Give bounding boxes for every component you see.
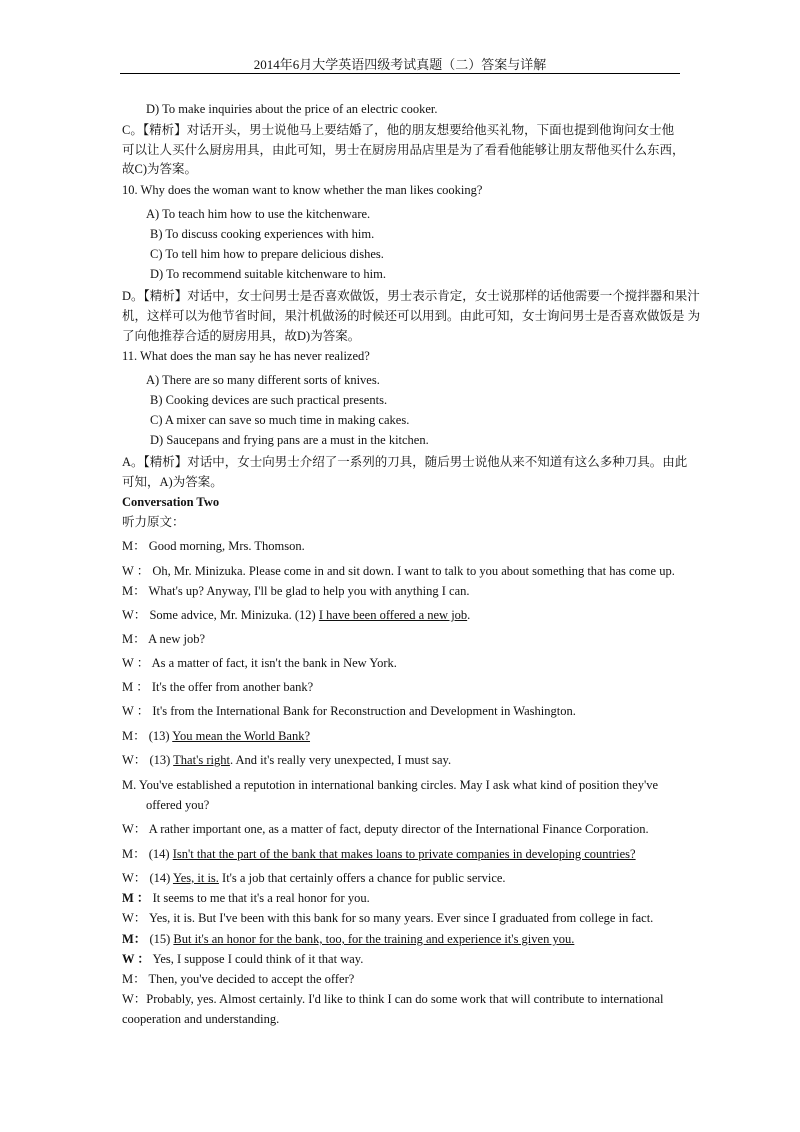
source-label: 听力原文： (122, 515, 185, 529)
dialogue-line (122, 679, 313, 695)
dialogue-line (122, 821, 649, 837)
prev-analysis-line-3: 故C)为答案。 (122, 162, 198, 176)
speaker-label: M： (122, 539, 146, 553)
speaker-label: M： (122, 972, 146, 986)
dialogue-line (122, 563, 675, 579)
dialogue-text: A rather important one, as a matter of fact, deputy director of the International Finance Corporation. (148, 822, 649, 836)
speaker-label: M： (122, 729, 146, 743)
dialogue-line (122, 703, 576, 719)
speaker-label: M ： (122, 680, 149, 694)
dialogue-text: (13) (148, 729, 173, 743)
speaker-label: W： (122, 871, 147, 885)
dialogue-text: (15) (149, 932, 174, 946)
q11-analysis-line-2: 可知，A)为答案。 (122, 475, 223, 489)
speaker-label: M： (122, 932, 147, 946)
m-long-line-2: offered you? (146, 798, 210, 812)
q10-analysis-line-1: D。【精析】对话中，女士问男士是否喜欢做饭，男士表示肯定，女士说那样的话他需要一个搅拌器和果汁 (122, 289, 700, 303)
header-rule (120, 73, 680, 74)
dialogue-line (122, 631, 205, 647)
dialogue-text: (13) (149, 753, 174, 767)
dialogue-text: It's from the International Bank for Reconstruction and Development in Washington. (152, 704, 576, 718)
dialogue-line (122, 910, 653, 926)
dialogue-line (122, 607, 470, 623)
speaker-label: W： (122, 608, 147, 622)
dialogue-line (122, 951, 363, 967)
dialogue-line (122, 971, 354, 987)
dialogue-text-after: It's a job that certainly offers a chance for public service. (218, 871, 506, 885)
q10-analysis-line-2: 机，这样可以为他节省时间，果汁机做汤的时候还可以用到。由此可知，女士询问男士是否喜欢做饭是 为 (122, 309, 701, 323)
dialogue-text: It's the offer from another bank? (151, 680, 314, 694)
answer-underline-text: You mean the World Bank? (172, 729, 311, 743)
dialogue-line (122, 538, 305, 554)
dialogue-text: A new job? (148, 632, 205, 646)
dialogue-text: As a matter of fact, it isn't the bank in New York. (151, 656, 397, 670)
q11-question: 11. What does the man say he has never realized? (122, 349, 370, 363)
dialogue-text: What's up? Anyway, I'll be glad to help you with anything I can. (148, 584, 470, 598)
dialogue-line (122, 655, 397, 671)
prev-option-d: D) To make inquiries about the price of an electric cooker. (146, 102, 438, 116)
dialogue-line (122, 583, 470, 599)
dialogue-line (122, 752, 451, 768)
w-last-line-2: cooperation and understanding. (122, 1012, 280, 1026)
speaker-label: W ： (122, 952, 150, 966)
m-long-line-1: M. You've established a reputotion in international banking circles. May I ask what kind of position they've (122, 778, 659, 792)
q10-option-d: D) To recommend suitable kitchenware to him. (150, 267, 386, 281)
answer-underline-text: But it's an honor for the bank, too, for the training and experience it's given you. (173, 932, 575, 946)
dialogue-text-after: . And it's really very unexpected, I must say. (229, 753, 452, 767)
dialogue-text-after: . (467, 608, 471, 622)
conversation-title: Conversation Two (122, 495, 220, 509)
answer-underline-text: That's right (173, 753, 230, 767)
q11-option-a: A) There are so many different sorts of knives. (146, 373, 380, 387)
answer-underline-text: Isn't that the part of the bank that makes loans to private companies in developing countries? (172, 847, 636, 861)
q10-analysis-line-3: 了向他推荐合适的厨房用具，故D)为答案。 (122, 329, 361, 343)
dialogue-text: Then, you've decided to accept the offer? (148, 972, 355, 986)
page-header: 2014年6月大学英语四级考试真题（二）答案与详解 (253, 57, 547, 72)
speaker-label: W ： (122, 564, 150, 578)
speaker-label: W ： (122, 704, 150, 718)
speaker-label: M： (122, 584, 146, 598)
q11-option-c: C) A mixer can save so much time in making cakes. (150, 413, 410, 427)
dialogue-line (122, 931, 574, 947)
dialogue-line (122, 890, 370, 906)
prev-analysis-line-1: C。【精析】对话开头，男士说他马上要结婚了，他的朋友想要给他买礼物，下面也提到他询问女士他 (122, 123, 675, 137)
q10-option-b: B) To discuss cooking experiences with him. (150, 227, 375, 241)
prev-analysis-line-2: 可以让人买什么厨房用具，由此可知，男士在厨房用品店里是为了看看他能够让朋友帮他买什么东西， (122, 143, 685, 157)
q11-option-b: B) Cooking devices are such practical presents. (150, 393, 388, 407)
dialogue-text: Oh, Mr. Minizuka. Please come in and sit down. I want to talk to you about something that has come up. (152, 564, 675, 578)
dialogue-text: Yes, I suppose I could think of it that way. (152, 952, 364, 966)
q11-option-d: D) Saucepans and frying pans are a must in the kitchen. (150, 433, 429, 447)
speaker-label: W： (122, 911, 147, 925)
q11-analysis-line-1: A。【精析】对话中，女士向男士介绍了一系列的刀具，随后男士说他从来不知道有这么多种刀具。由此 (122, 455, 688, 469)
dialogue-line (122, 870, 506, 886)
answer-underline-text: Yes, it is. (172, 871, 219, 885)
speaker-label: M ： (122, 891, 150, 905)
speaker-label: W ： (122, 656, 150, 670)
dialogue-text: Yes, it is. But I've been with this bank for so many years. Ever since I graduated from college in fact. (148, 911, 654, 925)
q10-option-c: C) To tell him how to prepare delicious dishes. (150, 247, 384, 261)
dialogue-text: Some advice, Mr. Minizuka. (12) (149, 608, 319, 622)
q10-question: 10. Why does the woman want to know whether the man likes cooking? (122, 183, 483, 197)
dialogue-text: It seems to me that it's a real honor for you. (152, 891, 370, 905)
dialogue-text: (14) (149, 871, 173, 885)
speaker-label: M： (122, 847, 146, 861)
dialogue-line (122, 728, 310, 744)
q10-option-a: A) To teach him how to use the kitchenware. (146, 207, 371, 221)
speaker-label: M： (122, 632, 146, 646)
speaker-label: W： (122, 822, 147, 836)
speaker-label: W： (122, 753, 147, 767)
answer-underline-text: I have been offered a new job (318, 608, 468, 622)
w-last-line-1: W：Probably, yes. Almost certainly. I'd like to think I can do some work that will contribute to international (122, 992, 664, 1006)
dialogue-text: (14) (148, 847, 173, 861)
dialogue-line (122, 846, 636, 862)
dialogue-text: Good morning, Mrs. Thomson. (148, 539, 305, 553)
